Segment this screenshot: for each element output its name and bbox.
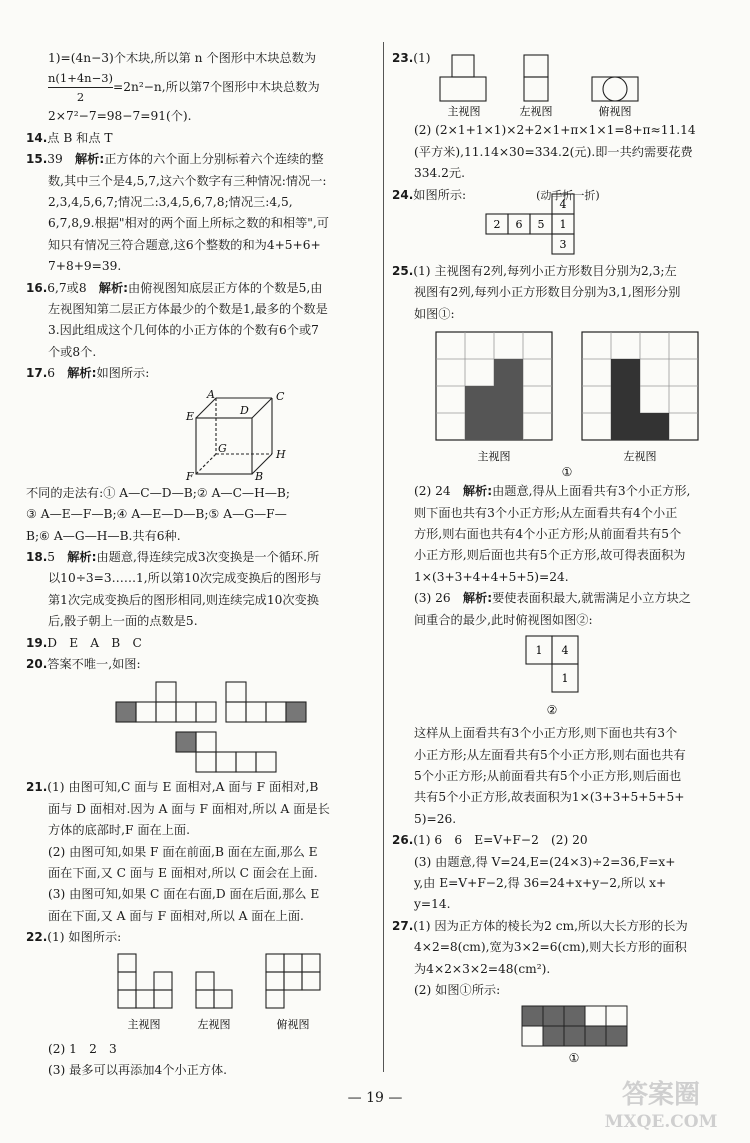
- line: 2×7²−7=98−7=91(个).: [48, 109, 192, 124]
- caption-front: 主视图: [477, 450, 511, 464]
- cube-label-C: C: [276, 389, 285, 403]
- line: 后,骰子朝上一面的点数是5.: [48, 614, 198, 629]
- caption-left: 左视图: [519, 105, 553, 118]
- line: 方体的底部时,F 面在上面.: [48, 823, 190, 838]
- q25-top-view: [392, 634, 732, 720]
- caption-left: 左视图: [197, 1017, 231, 1031]
- net-cell: 6: [515, 218, 523, 232]
- line: 左视图知第二层正方体最少的个数是1,最多的个数是: [48, 302, 328, 317]
- line: 则下面也共有3个小正方形;从左面看共有4个小正: [414, 505, 678, 520]
- caption-front: 主视图: [127, 1017, 161, 1031]
- fraction-numerator: n(1+4n−3): [48, 69, 113, 88]
- line: 方形,则右面也共有4个小正方形;从前面看共有5个: [414, 527, 682, 542]
- line: (2) (2×1+1×1)×2+2×1+π×1×1=8+π≈11.14: [414, 123, 696, 138]
- line: (2) 由图可知,如果 F 面在前面,B 面在左面,那么 E: [48, 844, 318, 859]
- page-number: — 19 —: [347, 1090, 403, 1106]
- cube-net-figures: [26, 678, 376, 774]
- line: (3) 最多可以再添加4个小正方体.: [48, 1063, 228, 1077]
- line: B;⑥ A—G—H—B.共有6种.: [26, 528, 181, 543]
- q25-views-figure: [392, 328, 732, 478]
- three-views-figure: [26, 952, 376, 1036]
- q17: 17.6 解析:如图所示:: [26, 366, 150, 381]
- line: (平方米),11.14×30=334.2(元).即一共约需要花费: [414, 144, 693, 159]
- line: 为4×2×3×2=48(cm²).: [414, 961, 551, 976]
- cube-diagram: [26, 388, 376, 480]
- q26: 26.(1) 6 6 E=V+F−2 (2) 20: [392, 833, 588, 848]
- q25: 25.(1) 主视图有2列,每列小正方形数目分别为2,3;左: [392, 264, 677, 279]
- line: 第1次完成变换后的图形相同,则连续完成10次变换: [48, 592, 319, 607]
- cube-label-D: D: [240, 403, 249, 417]
- line: 共有5个小正方形,故表面积为1×(3+3+5+5+5+: [414, 790, 685, 805]
- line: 个或8个.: [48, 344, 97, 359]
- line: 1)=(4n−3)个木块,所以第 n 个图形中木块总数为: [48, 51, 317, 65]
- grid-cell: 4: [561, 644, 569, 658]
- caption-top: 俯视图: [276, 1017, 310, 1031]
- cube-label-B: B: [255, 469, 264, 480]
- q16: 16.6,7或8 解析:由俯视图知底层正方体的个数是5,由: [26, 280, 323, 295]
- line: 面在下面,又 C 面与 E 面相对,所以 C 面会在上面.: [48, 865, 318, 880]
- line: 小正方形;从左面看共有5个小正方形,则右面也共有: [414, 747, 686, 762]
- q18: 18.5 解析:由题意,得连续完成3次变换是一个循环.所: [26, 549, 320, 564]
- line: ③ A—E—F—B;④ A—E—D—B;⑤ A—G—F—: [26, 507, 287, 522]
- line: 小正方形,则后面也共有5个正方形,故可得表面积为: [414, 548, 686, 563]
- q22: 22.(1) 如图所示:: [26, 930, 122, 945]
- figure-mark: ②: [546, 703, 558, 718]
- net-cell: 5: [537, 218, 545, 232]
- line: 5个小正方形;从前面看共有5个小正方形,则后面也: [414, 768, 682, 783]
- line: 间重合的最少,此时俯视图如图②:: [414, 612, 593, 627]
- line: 6,7,8,9.根据"相对的两个面上所标之数的和相等",可: [48, 216, 329, 231]
- line: 面与 D 面相对.因为 A 面与 F 面相对,所以 A 面是长: [48, 801, 330, 816]
- q23-views-figure: [392, 51, 732, 117]
- q20: 20.答案不唯一,如图:: [26, 656, 141, 671]
- cube-label-H: H: [276, 447, 286, 461]
- q24: 24.如图所示: (动手折一折): [392, 187, 600, 202]
- net-cell: 1: [559, 218, 567, 232]
- q23: 23.(1): [392, 51, 431, 65]
- line: y,由 E=V+F−2,得 36=24+x+y−2,所以 x+: [414, 875, 667, 890]
- net-cell: 2: [493, 218, 501, 232]
- line: 不同的走法有:① A—C—D—B;② A—C—H—B;: [26, 485, 290, 500]
- q14: 14.点 B 和点 T: [26, 130, 113, 145]
- line: (3) 26 解析:要使表面积最大,就需满足小立方块之: [414, 591, 691, 606]
- right-column: [392, 48, 732, 1067]
- fraction-rest: =2n²−n,所以第7个图形中木块总数为: [113, 80, 320, 95]
- left-column: [26, 48, 376, 1081]
- q24-note: (动手折一折): [536, 188, 600, 202]
- line: 5)=26.: [414, 811, 457, 826]
- line: 3.因此组成这个几何体的小正方体的个数有6个或7: [48, 323, 319, 338]
- grid-cell: 1: [535, 644, 543, 658]
- caption-left: 左视图: [623, 450, 657, 464]
- cube-label-A: A: [207, 387, 215, 401]
- line: (3) 由题意,得 V=24,E=(24×3)÷2=36,F=x+: [414, 854, 676, 869]
- caption-top: 俯视图: [598, 105, 632, 118]
- q27: 27.(1) 因为正方体的棱长为2 cm,所以大长方形的长为: [392, 918, 688, 933]
- q27-figure: [392, 1004, 732, 1064]
- fraction-denominator: 2: [76, 90, 85, 105]
- line: (2) 如图①所示:: [414, 982, 501, 997]
- figure-mark: ①: [568, 1051, 580, 1065]
- cube-label-F: F: [186, 469, 194, 480]
- grid-cell: 1: [561, 672, 569, 686]
- column-divider: [383, 42, 384, 1072]
- q15: 15.39 解析:正方体的六个面上分别标着六个连续的整: [26, 152, 324, 167]
- fraction-line: [26, 69, 376, 106]
- line: 面在下面,又 A 面与 F 面相对,所以 A 面在上面.: [48, 908, 304, 923]
- line: 这样从上面看共有3个小正方形,则下面也共有3个: [414, 726, 678, 741]
- line: 7+8+9=39.: [48, 259, 122, 274]
- line: (3) 由图可知,如果 C 面在右面,D 面在后面,那么 E: [48, 887, 320, 902]
- q19: 19.D E A B C: [26, 635, 142, 650]
- cube-label-G: G: [218, 441, 227, 455]
- watermark-url: MXQE.COM: [604, 1112, 718, 1132]
- line: 数,其中三个是4,5,7,这六个数字有三种情况:情况一:: [48, 173, 327, 188]
- figure-mark: ①: [561, 465, 573, 479]
- watermark-text: 答案圈: [621, 1080, 701, 1110]
- line: 1×(3+3+4+4+5+5)=24.: [414, 569, 569, 584]
- line: 视图有2列,每列小正方形数目分别为3,1,图形分别: [414, 285, 681, 300]
- line: y=14.: [414, 897, 451, 912]
- watermark-logo: [586, 1073, 736, 1135]
- caption-front: 主视图: [447, 105, 481, 118]
- line: (2) 24 解析:由题意,得从上面看共有3个小正方形,: [414, 484, 691, 499]
- line: 4×2=8(cm),宽为3×2=6(cm),则大长方形的面积: [414, 940, 687, 955]
- net-cell: 4: [559, 198, 567, 212]
- line: 2,3,4,5,6,7;情况二:3,4,5,6,7,8;情况三:4,5,: [48, 195, 293, 210]
- line: 以10÷3=3……1,所以第10次完成变换后的图形与: [48, 571, 322, 586]
- line: 如图①:: [414, 306, 455, 321]
- cube-label-E: E: [186, 409, 195, 423]
- q21: 21.(1) 由图可知,C 面与 E 面相对,A 面与 F 面相对,B: [26, 780, 319, 795]
- line: 334.2元.: [414, 166, 465, 181]
- line: (2) 1 2 3: [48, 1041, 117, 1056]
- net-cell: 3: [559, 238, 567, 252]
- line: 知只有情况三符合题意,这6个整数的和为4+5+6+: [48, 237, 321, 252]
